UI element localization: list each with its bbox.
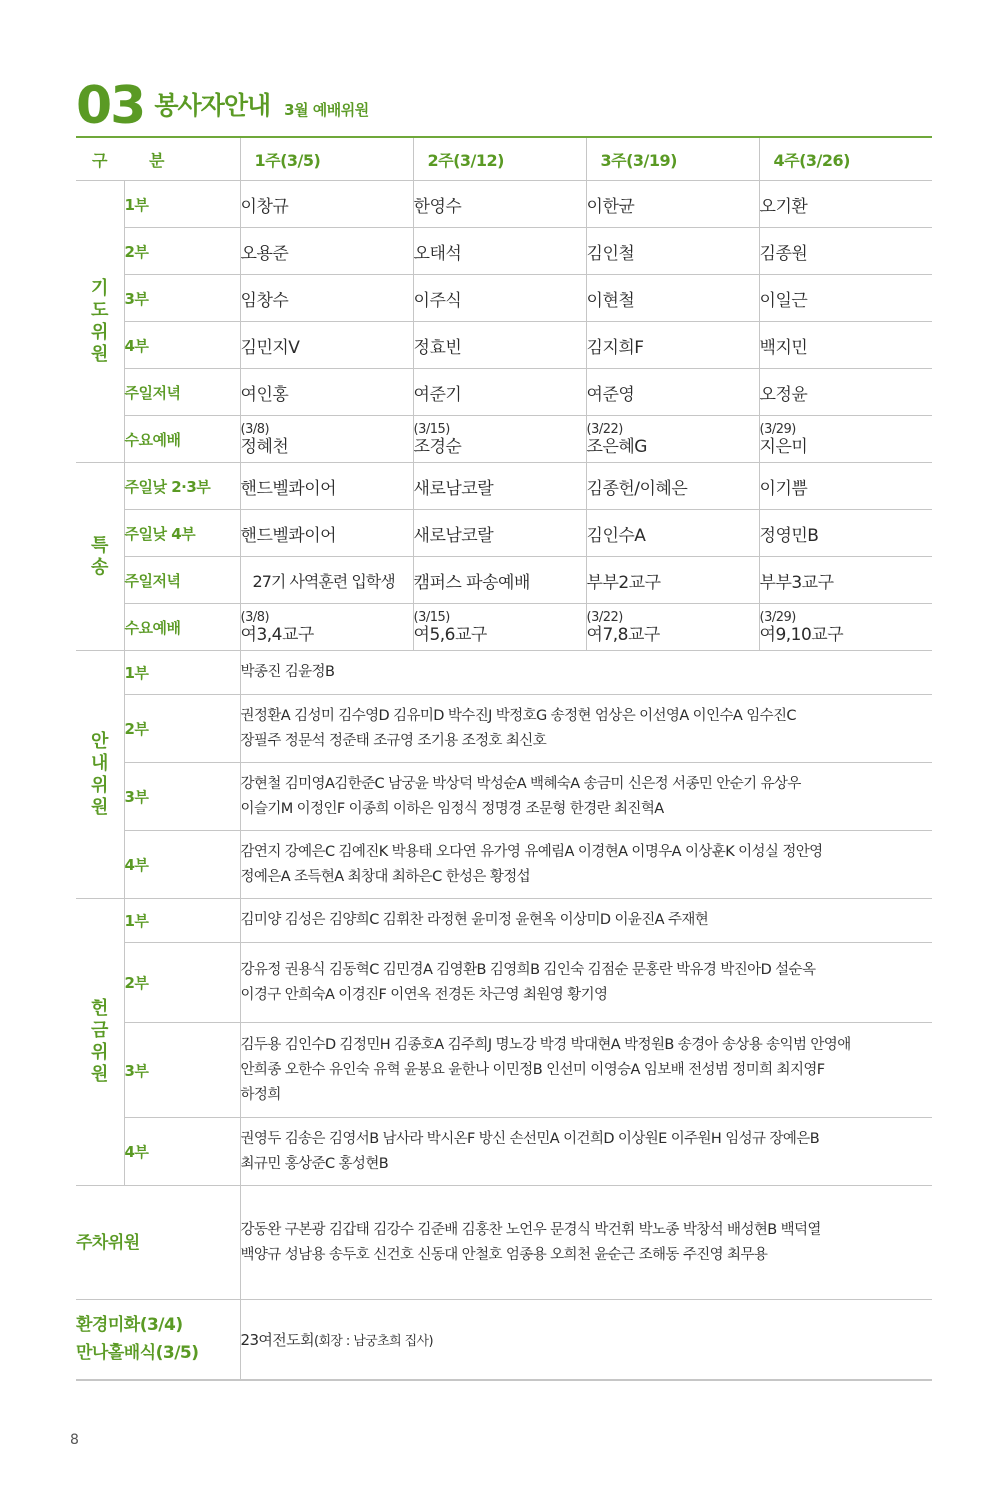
cell-name: 정혜천 bbox=[240, 436, 289, 457]
row-label: 2부 bbox=[124, 695, 240, 763]
table-cell: 김인철 bbox=[586, 228, 759, 275]
names-line: 김미양 김성은 김양희C 김휘찬 라정현 윤미정 윤현옥 이상미D 이윤진A 주재현 bbox=[240, 912, 709, 928]
table-cell: 김민지V bbox=[240, 322, 413, 369]
cell-date: (3/8) bbox=[240, 609, 270, 625]
table-row bbox=[76, 1186, 932, 1300]
names-cell bbox=[240, 943, 932, 1023]
table-header-row bbox=[76, 138, 932, 181]
table-cell: 임창수 bbox=[240, 275, 413, 322]
cell-date: (3/29) bbox=[759, 609, 796, 625]
table-cell: 캠퍼스 파송예배 bbox=[413, 557, 586, 604]
cell-name: 지은미 bbox=[759, 436, 808, 457]
parking-label: 주차위원 bbox=[76, 1186, 240, 1300]
page-header bbox=[76, 76, 369, 136]
table-cell: 이일근 bbox=[759, 275, 932, 322]
environment-cell bbox=[240, 1300, 932, 1380]
row-label: 3부 bbox=[124, 275, 240, 322]
table-row bbox=[76, 228, 932, 275]
names-line: 장필주 정문석 정준태 조규영 조기용 조정호 최신호 bbox=[240, 732, 547, 749]
environment-label-1: 환경미화(3/4) bbox=[76, 1315, 183, 1336]
section-subtitle: 3월 예배위원 bbox=[284, 101, 369, 119]
table-cell bbox=[413, 604, 586, 651]
table-cell bbox=[759, 604, 932, 651]
row-label: 3부 bbox=[124, 1023, 240, 1118]
names-cell bbox=[240, 651, 932, 695]
names-line: 강유정 권용식 김동혁C 김민경A 김영환B 김영희B 김인숙 김점순 문홍란 박유경 박진아D 설순옥 bbox=[240, 961, 816, 978]
table-cell: 오정윤 bbox=[759, 369, 932, 416]
table-cell bbox=[586, 604, 759, 651]
names-line: 이슬기M 이정인F 이종희 이하은 임정식 정명경 조문형 한경란 최진혁A bbox=[240, 800, 664, 817]
cell-name: 여7,8교구 bbox=[586, 624, 660, 645]
row-label: 주일저녁 bbox=[124, 369, 240, 416]
row-label: 2부 bbox=[124, 943, 240, 1023]
names-line: 김두용 김인수D 김정민H 김종호A 김주희J 명노강 박경 박대현A 박정원B 송경아 송상용 송익범 안영애 bbox=[240, 1036, 851, 1053]
row-label: 1부 bbox=[124, 899, 240, 943]
cell-date: (3/15) bbox=[413, 421, 450, 437]
row-label: 2부 bbox=[124, 228, 240, 275]
cell-name: 조은혜G bbox=[586, 436, 647, 457]
table-row bbox=[76, 322, 932, 369]
section-number: 03 bbox=[76, 76, 145, 136]
table-row bbox=[76, 275, 932, 322]
table-row bbox=[76, 181, 932, 228]
names-line: 최규민 홍상준C 홍성현B bbox=[240, 1155, 389, 1172]
row-label: 1부 bbox=[124, 181, 240, 228]
header-gubun: 구 분 bbox=[76, 138, 240, 181]
table-row bbox=[76, 943, 932, 1023]
table-cell: 새로남코랄 bbox=[413, 463, 586, 510]
table-row bbox=[76, 651, 932, 695]
page-number: 8 bbox=[70, 1432, 79, 1448]
names-line: 백양규 성남용 송두호 신건호 신동대 안철호 엄종용 오희천 윤순근 조해동 주진영 최무용 bbox=[240, 1246, 768, 1263]
cell-name: 여3,4교구 bbox=[240, 624, 314, 645]
table-row bbox=[76, 416, 932, 463]
names-line: 박종진 김윤정B bbox=[240, 664, 335, 680]
cell-date: (3/29) bbox=[759, 421, 796, 437]
table-cell: 부부2교구 bbox=[586, 557, 759, 604]
table-cell: 정영민B bbox=[759, 510, 932, 557]
table-cell: 김지희F bbox=[586, 322, 759, 369]
table-cell: 오용준 bbox=[240, 228, 413, 275]
cell-name: 여5,6교구 bbox=[413, 624, 487, 645]
cell-date: (3/22) bbox=[586, 609, 623, 625]
group-offering: 헌금위원 bbox=[76, 899, 124, 1186]
cell-date: (3/15) bbox=[413, 609, 450, 625]
table-cell: 정효빈 bbox=[413, 322, 586, 369]
row-label: 수요예배 bbox=[124, 604, 240, 651]
table-cell: 백지민 bbox=[759, 322, 932, 369]
table-row bbox=[76, 1118, 932, 1186]
names-line: 안희종 오한수 유인숙 유혁 윤봉요 윤한나 이민정B 인선미 이영승A 임보배 전성범 정미희 최지영F bbox=[240, 1061, 825, 1078]
table-cell: 김종원 bbox=[759, 228, 932, 275]
table-cell: 한영수 bbox=[413, 181, 586, 228]
table-cell: 오기환 bbox=[759, 181, 932, 228]
table-row bbox=[76, 763, 932, 831]
table-cell: 여준기 bbox=[413, 369, 586, 416]
volunteer-table bbox=[76, 138, 932, 1381]
row-label: 4부 bbox=[124, 831, 240, 899]
names-line: 감연지 강예은C 김예진K 박용태 오다연 유가영 유예림A 이경현A 이명우A 이상훈K 이성실 정안영 bbox=[240, 843, 823, 860]
row-label: 주일낮 2·3부 bbox=[124, 463, 240, 510]
table-cell: 오태석 bbox=[413, 228, 586, 275]
names-cell bbox=[240, 831, 932, 899]
section-title: 봉사자안내 bbox=[154, 91, 271, 120]
row-label: 1부 bbox=[124, 651, 240, 695]
table-row bbox=[76, 463, 932, 510]
table-cell bbox=[759, 416, 932, 463]
group-special: 특송 bbox=[76, 463, 124, 651]
table-cell: 김종헌/이혜은 bbox=[586, 463, 759, 510]
table-cell: 이한균 bbox=[586, 181, 759, 228]
names-line: 정예은A 조득현A 최창대 최하은C 한성은 황정섭 bbox=[240, 868, 531, 885]
table-row bbox=[76, 557, 932, 604]
row-label: 주일저녁 bbox=[124, 557, 240, 604]
group-prayer: 기도위원 bbox=[76, 181, 124, 463]
names-line: 권정환A 김성미 김수영D 김유미D 박수진J 박정호G 송정현 엄상은 이선영A 이인수A 임수진C bbox=[240, 707, 796, 724]
row-label: 수요예배 bbox=[124, 416, 240, 463]
table-cell: 부부3교구 bbox=[759, 557, 932, 604]
table-row bbox=[76, 510, 932, 557]
names-line: 강현철 김미영A김한준C 남궁윤 박상덕 박성순A 백혜숙A 송금미 신은정 서종민 안순기 유상우 bbox=[240, 775, 801, 792]
row-label: 3부 bbox=[124, 763, 240, 831]
table-cell bbox=[586, 416, 759, 463]
table-cell: 김인수A bbox=[586, 510, 759, 557]
environment-text: 23여전도회 bbox=[240, 1330, 314, 1349]
table-row bbox=[76, 369, 932, 416]
environment-note: (회장 : 남궁초희 집사) bbox=[313, 1333, 433, 1349]
table-cell bbox=[413, 416, 586, 463]
environment-label-2: 만나홀배식(3/5) bbox=[76, 1343, 199, 1364]
table-row bbox=[76, 1300, 932, 1380]
table-cell: 여인홍 bbox=[240, 369, 413, 416]
cell-name: 여9,10교구 bbox=[759, 624, 844, 645]
table-cell: 이주식 bbox=[413, 275, 586, 322]
header-week-3: 3주(3/19) bbox=[586, 138, 759, 181]
table-cell bbox=[240, 604, 413, 651]
table-row bbox=[76, 1023, 932, 1118]
table-cell: 이기쁨 bbox=[759, 463, 932, 510]
names-cell bbox=[240, 1118, 932, 1186]
names-cell bbox=[240, 899, 932, 943]
names-cell bbox=[240, 1023, 932, 1118]
table-row bbox=[76, 695, 932, 763]
table-cell: 27기 사역훈련 입학생 bbox=[240, 557, 413, 604]
table-cell: 여준영 bbox=[586, 369, 759, 416]
names-cell bbox=[240, 763, 932, 831]
header-week-1: 1주(3/5) bbox=[240, 138, 413, 181]
table-cell: 핸드벨콰이어 bbox=[240, 510, 413, 557]
names-line: 이경구 안희숙A 이경진F 이연옥 전경돈 차근영 최원영 황기영 bbox=[240, 986, 608, 1003]
cell-name: 조경순 bbox=[413, 436, 462, 457]
row-label: 주일낮 4부 bbox=[124, 510, 240, 557]
table-cell bbox=[240, 416, 413, 463]
names-line: 권영두 김송은 김영서B 남사라 박시온F 방신 손선민A 이건희D 이상원E 이주원H 임성규 장예은B bbox=[240, 1130, 820, 1147]
names-cell bbox=[240, 1186, 932, 1300]
header-week-4: 4주(3/26) bbox=[759, 138, 932, 181]
table-row bbox=[76, 604, 932, 651]
header-week-2: 2주(3/12) bbox=[413, 138, 586, 181]
cell-date: (3/22) bbox=[586, 421, 623, 437]
table-cell: 새로남코랄 bbox=[413, 510, 586, 557]
table-cell: 이창규 bbox=[240, 181, 413, 228]
table-row bbox=[76, 899, 932, 943]
names-line: 강동완 구본광 김갑태 김강수 김준배 김홍찬 노언우 문경식 박건휘 박노종 박창석 배성현B 백덕열 bbox=[240, 1221, 821, 1238]
table-cell: 이현철 bbox=[586, 275, 759, 322]
row-label: 4부 bbox=[124, 322, 240, 369]
cell-date: (3/8) bbox=[240, 421, 270, 437]
table-cell: 핸드벨콰이어 bbox=[240, 463, 413, 510]
names-line: 하정희 bbox=[240, 1086, 281, 1103]
table-row bbox=[76, 831, 932, 899]
names-cell bbox=[240, 695, 932, 763]
group-usher: 안내위원 bbox=[76, 651, 124, 899]
environment-label bbox=[76, 1300, 240, 1380]
row-label: 4부 bbox=[124, 1118, 240, 1186]
